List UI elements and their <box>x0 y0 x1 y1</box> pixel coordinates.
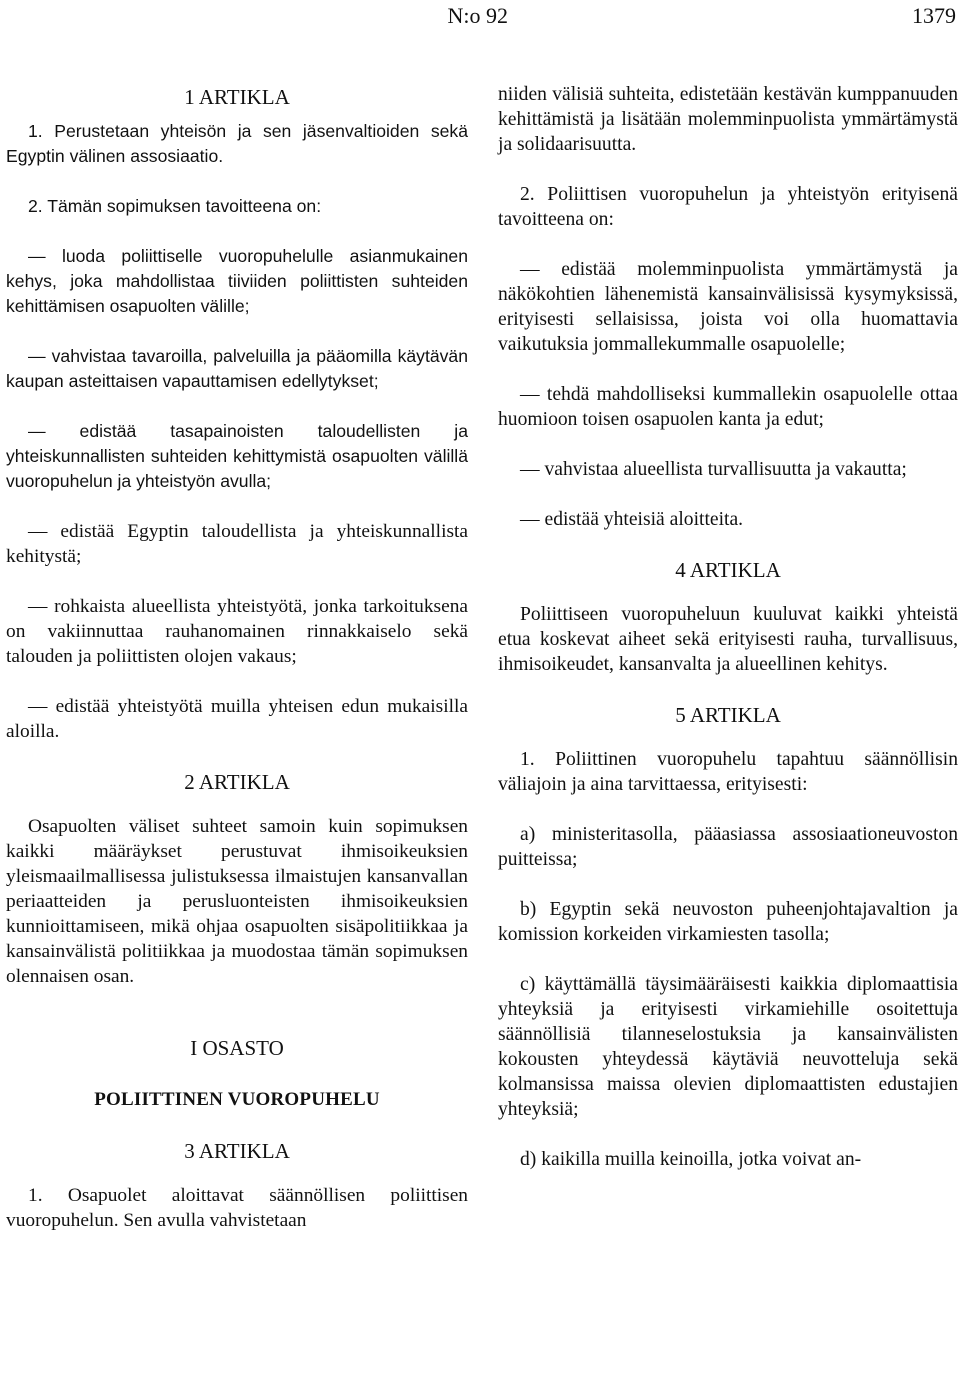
list-item: — edistää molemminpuolista ymmärtämystä ja näkökohtien lähenemistä kansainvälisissä kysymyksissä, erityisesti sellaisissa, joista voi olla huomattavia vaikutuksia jommallekummalle osapuolelle; <box>498 259 958 355</box>
article-2-paragraph: Osapuolten väliset suhteet samoin kuin sopimuksen kaikki määräykset perustuvat ihmisoikeuksien yleismaailmallisessa julistuksessa ilmaistujen kansanvallan periaatteiden ja perusluonteisten ihmisoikeuksien kunnioittamiseen, mikä ohjaa osapuolten sisäpolitiikkaa ja kansainvälistä politiikkaa ja muodostaa tämän sopimuksen olennaisen osan. <box>6 816 468 987</box>
list-item: a) ministeritasolla, pääasiassa assosiaationeuvoston puitteissa; <box>498 824 958 870</box>
part-title: I OSASTO <box>190 1036 284 1060</box>
list-item: — luoda poliittiselle vuoropuhelulle asianmukainen kehys, joka mahdollistaa tiiviiden poliittisten suhteiden kehittämisen osapuolten välille; <box>6 246 468 316</box>
list-item: — edistää yhteistyötä muilla yhteisen edun mukaisilla aloilla. <box>6 696 468 742</box>
article-1-paragraph-2: 2. Tämän sopimuksen tavoitteena on: <box>28 196 322 216</box>
continued-paragraph: niiden välisiä suhteita, edistetään kestävän kumppanuuden kehittämistä ja lisätään molemminpuolista ymmärtämystä ja solidaarisuutta. <box>498 84 958 155</box>
part-subtitle: POLIITTINEN VUOROPUHELU <box>94 1089 380 1110</box>
list-item: — edistää yhteisiä aloitteita. <box>520 509 744 530</box>
article-4-paragraph: Poliittiseen vuoropuheluun kuuluvat kaikki yhteistä etua koskevat aiheet sekä erityisesti rauha, turvallisuus, ihmisoikeudet, kansanvalta ja alueellinen kehitys. <box>498 604 958 675</box>
list-item: d) kaikilla muilla keinoilla, jotka voivat an- <box>520 1149 862 1170</box>
list-item: — edistää Egyptin taloudellista ja yhteiskunnallista kehitystä; <box>6 521 468 567</box>
list-item: — vahvistaa alueellista turvallisuutta ja vakautta; <box>520 459 907 480</box>
list-item: c) käyttämällä täysimääräisesti kaikkia diplomaattisia yhteyksiä ja erityisesti virkamiehille osoitettuja säännöllisiä tilanneselostuksia ja kansainvälisten kokousten yhteydessä käytäviä neuvotteluja sekä kolmansissa maissa olevien diplomaattisten edustajien yhteyksiä; <box>498 974 958 1120</box>
article-1-title: 1 ARTIKLA <box>184 85 290 109</box>
article-5-paragraph-1: 1. Poliittinen vuoropuhelu tapahtuu säännöllisin väliajoin ja aina tarvittaessa, erityisesti: <box>498 749 958 795</box>
left-column <box>6 82 468 1233</box>
list-item: — rohkaista alueellista yhteistyötä, jonka tarkoituksena on vakiinnuttaa rauhanomainen rinnakkaiselo sekä talouden ja poliittisten olojen vakaus; <box>6 596 468 667</box>
article-3-title: 3 ARTIKLA <box>184 1139 290 1163</box>
article-2-title: 2 ARTIKLA <box>184 770 290 794</box>
list-item: — vahvistaa tavaroilla, palveluilla ja pääomilla käytävän kaupan asteittaisen vapauttamisen edellytykset; <box>6 346 468 391</box>
list-item: b) Egyptin sekä neuvoston puheenjohtajavaltion ja komission korkeiden virkamiesten tasolla; <box>498 899 958 945</box>
article-4-title: 4 ARTIKLA <box>675 558 781 582</box>
list-item: — tehdä mahdolliseksi kummallekin osapuolelle ottaa huomioon toisen osapuolen kanta ja edut; <box>498 384 958 430</box>
issue-number: N:o 92 <box>447 3 508 28</box>
page-number: 1379 <box>912 3 956 28</box>
article-1-paragraph-1: 1. Perustetaan yhteisön ja sen jäsenvaltioiden sekä Egyptin välinen assosiaatio. <box>6 121 468 166</box>
article-3-paragraph-1: 1. Osapuolet aloittavat säännöllisen poliittisen vuoropuhelun. Sen avulla vahvistetaan <box>6 1185 468 1231</box>
list-item: — edistää tasapainoisten taloudellisten ja yhteiskunnallisten suhteiden kehittymistä osapuolten välillä vuoropuhelun ja yhteistyön avulla; <box>6 421 468 491</box>
article-3-paragraph-2: 2. Poliittisen vuoropuhelun ja yhteistyön erityisenä tavoitteena on: <box>498 184 958 230</box>
article-5-title: 5 ARTIKLA <box>675 703 781 727</box>
page-header <box>0 2 960 32</box>
right-column <box>498 82 958 1172</box>
